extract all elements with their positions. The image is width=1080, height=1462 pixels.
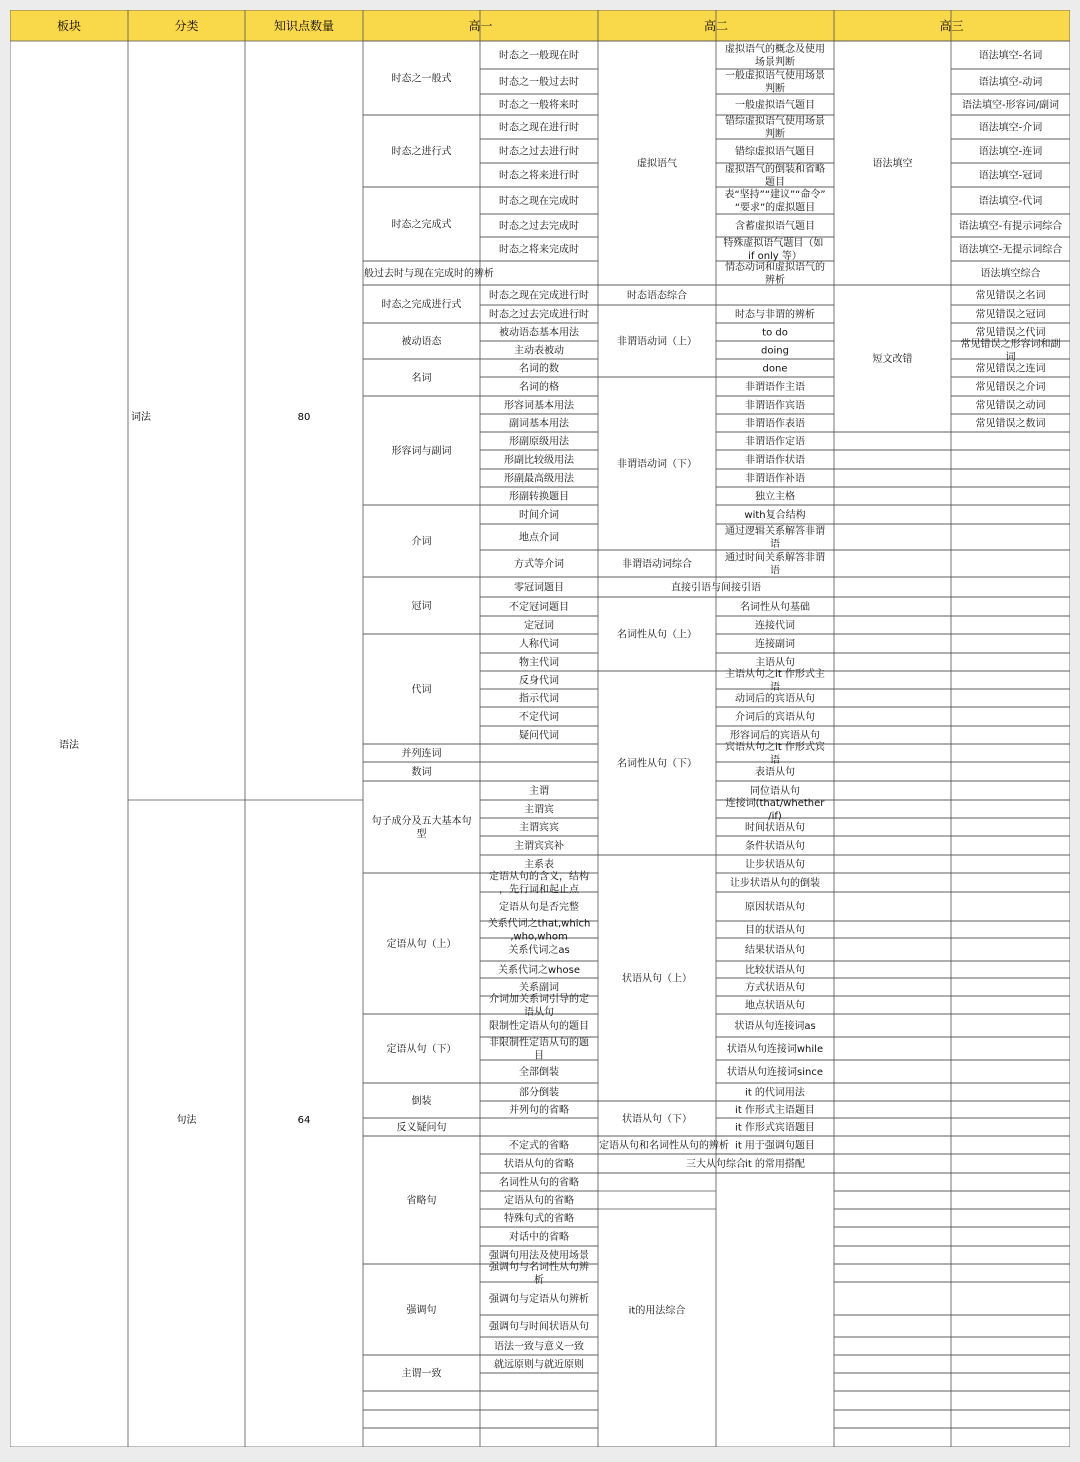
grade1-point-cell: 不定代词 [519, 712, 559, 723]
grade1-topic-cell: 省略句 [406, 1195, 437, 1207]
grade1-point-cell: 疑问代词 [519, 730, 559, 742]
grade1-topic-cell: 句子成分及五大基本句型 [371, 816, 472, 840]
grade1-point-cell: 名词的格 [519, 382, 559, 393]
grade2-topic-cell: 状语从句（下） [622, 1114, 692, 1125]
grade1-topic-cell: 主谓一致 [401, 1368, 442, 1380]
grade2-point-cell: 通过时间关系解答非谓语 [725, 552, 825, 577]
grade1-point-cell: 特殊句式的省略 [504, 1213, 574, 1225]
grade2-point-cell: 错综虚拟语气题目 [735, 146, 815, 158]
grade1-point-cell: 强调句用法及使用场景 [489, 1250, 589, 1262]
bankuai-cell: 语法 [59, 740, 79, 751]
grade1-point-cell: 零冠词题目 [514, 582, 564, 594]
grade2-topic-cell: 虚拟语气 [637, 158, 677, 170]
grade3-point-cell: 语法填空-动词 [978, 77, 1043, 88]
header-fenlei: 分类 [174, 19, 199, 33]
grade3-point-cell: 语法填空-代词 [978, 196, 1043, 207]
grade1-point-cell: 对话中的省略 [509, 1232, 569, 1243]
header-grade-1: 高一 [468, 19, 493, 33]
grade2-point-cell: 表“坚持”“建议”“命令” “要求”的虚拟题目 [724, 189, 826, 214]
grade2-point-cell: 原因状语从句 [745, 902, 805, 913]
grade2-point-cell: 宾语从句之it 作形式宾语 [725, 742, 825, 766]
grade2-point-cell: 一般虚拟语气题目 [735, 100, 815, 111]
grade1-point-cell: 副词基本用法 [509, 418, 569, 430]
grade1-topic-cell: 定语从句（上） [386, 939, 457, 950]
header-background [10, 10, 1070, 41]
grade2-point-cell: 非谓语作补语 [745, 473, 805, 485]
grade1-point-cell: 时态之将来进行时 [499, 170, 579, 182]
grade2-point-cell: 让步状语从句 [745, 859, 805, 871]
grade2-point-cell: 特殊虚拟语气题目（如 if only 等） [723, 238, 827, 262]
grade3-point-cell: 常见错误之连词 [975, 363, 1046, 375]
grade2-point-cell: 非谓语作主语 [745, 382, 805, 393]
grade1-topic-cell: 数词 [411, 767, 432, 778]
grade1-point-cell: 状语从句的省略 [504, 1159, 574, 1170]
grade1-topic-cell: 倒装 [411, 1096, 432, 1107]
grade3-point-cell: 常见错误之介词 [975, 382, 1046, 393]
header-grade-3: 高三 [939, 19, 964, 33]
grade1-point-cell: 反身代词 [519, 675, 559, 687]
grade1-point-cell: 非限制性定语从句的题目 [489, 1037, 589, 1062]
grade2-point-cell: 连接副词 [755, 639, 795, 650]
grade3-topic-cell: 语法填空 [872, 158, 913, 170]
grade1-topic-cell: 定语从句（下） [386, 1044, 457, 1055]
grade1-point-cell: 关系代词之as [508, 945, 570, 956]
grade1-point-cell: 时间介词 [519, 510, 559, 521]
grade1-topic-cell: 名词 [411, 373, 432, 384]
grade3-point-cell: 语法填空-形容词/副词 [962, 100, 1059, 111]
grade1-point-cell: 强调句与名词性从句辨析 [489, 1262, 589, 1286]
grade1-point-cell: 并列句的省略 [509, 1105, 569, 1116]
grade2-point-cell: it 的常用搭配 [745, 1159, 805, 1170]
grade2-point-cell: 结果状语从句 [745, 945, 805, 956]
grade2-point-cell: 表语从句 [755, 767, 795, 778]
grade1-point-cell: 时态之现在完成时 [499, 196, 579, 207]
grade2-point-cell: it 用于强调句题目 [735, 1140, 815, 1152]
grade1-point-cell: 形副转换题目 [509, 491, 569, 503]
curriculum-table [10, 10, 1070, 1447]
grade2-point-cell: 含蓄虚拟语气题目 [735, 221, 815, 232]
grade2-point-cell: 错综虚拟语气使用场景判断 [725, 116, 825, 140]
grade2-topic-cell: 非谓语动词综合 [622, 559, 692, 570]
grade2-point-cell: 主语从句之it 作形式主语 [725, 669, 825, 693]
grade2-point-cell: 比较状语从句 [745, 965, 805, 976]
grade1-point-cell: 不定式的省略 [509, 1140, 569, 1152]
grade1-point-cell: 主谓宾宾补 [514, 841, 564, 852]
table-cells [364, 42, 1062, 1380]
grade1-point-cell: 主谓宾 [524, 804, 554, 816]
grade2-point-cell: 状语从句连接词while [726, 1044, 824, 1055]
grade1-point-cell: 主谓 [529, 786, 549, 797]
grade1-point-cell: 限制性定语从句的题目 [489, 1021, 589, 1032]
grade1-topic-cell: 时态之完成式 [391, 219, 452, 231]
grade2-point-cell: 独立主格 [755, 491, 795, 503]
grade1-topic-cell: 强调句 [406, 1305, 437, 1316]
grade1-topic-cell: 般过去时与现在完成时的辨析 [364, 268, 494, 280]
grade1-topic-cell: 介词 [411, 536, 432, 548]
grade3-point-cell: 语法填空-无提示词综合 [958, 244, 1063, 256]
grade1-point-cell: 全部倒装 [519, 1067, 559, 1078]
grade1-point-cell: 部分倒装 [519, 1087, 559, 1099]
count-cell: 80 [297, 412, 311, 423]
grade2-point-cell: 状语从句连接词since [727, 1067, 823, 1078]
grade1-point-cell: 语法一致与意义一致 [494, 1341, 584, 1353]
grade2-point-cell: 介词后的宾语从句 [735, 712, 815, 723]
grade2-topic-cell: 定语从句和名词性从句的辨析 [599, 1140, 729, 1152]
grade2-point-cell: done [762, 363, 788, 375]
grade1-point-cell: 关系代词之that,which ,who,whom [487, 918, 591, 943]
grade2-point-cell: 方式状语从句 [745, 982, 805, 994]
grade2-topic-cell: 名词性从句（上） [617, 629, 697, 641]
header-bankuai: 板块 [56, 19, 82, 33]
grade2-point-cell: 主语从句 [755, 657, 795, 669]
category-cell: 句法 [176, 1115, 197, 1126]
grade1-point-cell: 形副原级用法 [509, 436, 569, 448]
grade2-point-cell: 非谓语作状语 [745, 455, 805, 466]
grade1-point-cell: 时态之过去完成时 [499, 221, 579, 232]
grade1-point-cell: 强调句与时间状语从句 [489, 1321, 589, 1333]
grade1-point-cell: 形容词基本用法 [504, 400, 574, 412]
grade1-topic-cell: 被动语态 [401, 336, 442, 348]
grade3-point-cell: 语法填空-冠词 [978, 170, 1043, 182]
grade1-topic-cell: 反义疑问句 [396, 1122, 447, 1134]
grade2-point-cell: 动词后的宾语从句 [735, 693, 815, 705]
grade1-point-cell: 主谓宾宾 [519, 822, 559, 834]
grade2-topic-cell: it的用法综合 [628, 1305, 686, 1317]
grade2-point-cell: 状语从句连接词as [734, 1021, 816, 1032]
grade3-point-cell: 语法填空-名词 [978, 50, 1043, 62]
grade2-point-cell: 地点状语从句 [745, 1000, 805, 1012]
grade2-topic-cell: 非谓语动词（下） [617, 459, 697, 470]
grade1-point-cell: 物主代词 [519, 657, 559, 669]
grade2-point-cell: 时态与非谓的辨析 [735, 309, 815, 321]
grade2-point-cell: 非谓语作定语 [745, 436, 805, 448]
grade2-topic-cell: 名词性从句（下） [617, 758, 697, 770]
grade1-point-cell: 时态之过去进行时 [499, 146, 579, 158]
grade2-topic-cell: 状语从句（上） [622, 973, 692, 985]
grade1-point-cell: 定语从句的省略 [504, 1195, 574, 1207]
grade1-point-cell: 时态之一般过去时 [499, 77, 579, 88]
grade2-point-cell: it 作形式宾语题目 [735, 1122, 815, 1134]
grade3-point-cell: 常见错误之形容词和副词 [960, 339, 1061, 363]
grade2-point-cell: 一般虚拟语气使用场景判断 [725, 70, 825, 95]
grade1-point-cell: 人称代词 [519, 639, 559, 650]
grade3-point-cell: 语法填空综合 [980, 268, 1041, 280]
grade3-point-cell: 常见错误之动词 [975, 400, 1046, 412]
grade1-topic-cell: 时态之进行式 [391, 146, 452, 158]
grade3-point-cell: 语法填空-连词 [978, 146, 1043, 158]
grade2-point-cell: 情态动词和虚拟语气的辨析 [725, 262, 825, 286]
grade2-topic-cell: 时态语态综合 [627, 290, 687, 302]
grade1-point-cell: 时态之现在进行时 [499, 122, 579, 134]
grade1-point-cell: 指示代词 [519, 693, 559, 705]
grade3-point-cell: 常见错误之冠词 [975, 309, 1046, 321]
grade2-point-cell: to do [762, 327, 788, 339]
grade1-point-cell: 名词的数 [519, 363, 559, 375]
grade2-point-cell: 连接词(that/whether /if) [725, 798, 825, 822]
table-svg [10, 10, 1070, 1447]
grade1-topic-cell: 形容词与副词 [391, 446, 452, 457]
grade1-topic-cell: 时态之完成进行式 [381, 299, 462, 311]
grade1-point-cell: 不定冠词题目 [509, 602, 569, 613]
grade2-point-cell: 形容词后的宾语从句 [730, 730, 820, 742]
grade1-point-cell: 主动表被动 [514, 345, 564, 357]
grade1-point-cell: 被动语态基本用法 [499, 327, 579, 339]
grade3-topic-cell: 短文改错 [872, 354, 913, 365]
grade2-point-cell: 目的状语从句 [745, 925, 805, 936]
header-count: 知识点数量 [273, 19, 335, 33]
grade2-point-cell: 非谓语作表语 [745, 418, 805, 430]
grade1-point-cell: 介词加关系词引导的定语从句 [489, 994, 589, 1018]
grade2-point-cell: 时间状语从句 [745, 822, 805, 834]
grade1-point-cell: 定语从句是否完整 [499, 902, 579, 913]
grade1-point-cell: 时态之现在完成进行时 [489, 290, 589, 302]
grade3-point-cell: 语法填空-有提示词综合 [958, 221, 1063, 232]
grade1-topic-cell: 时态之一般式 [391, 73, 452, 85]
header-grade-2: 高二 [703, 19, 729, 33]
grade2-point-cell: 名词性从句基础 [740, 602, 810, 613]
grade1-point-cell: 方式等介词 [514, 559, 564, 570]
grade3-point-cell: 常见错误之代词 [975, 327, 1046, 339]
grade1-point-cell: 时态之将来完成时 [499, 244, 579, 256]
grade2-point-cell: 条件状语从句 [745, 841, 805, 852]
grade1-topic-cell: 代词 [411, 684, 432, 696]
grade1-point-cell: 定冠词 [524, 620, 554, 632]
grade2-point-cell: with复合结构 [744, 510, 806, 521]
grade2-point-cell: it 作形式主语题目 [735, 1105, 815, 1116]
grade2-point-cell: 同位语从句 [750, 786, 800, 797]
grade2-topic-cell: 直接引语与间接引语 [671, 582, 761, 594]
count-cell: 64 [297, 1115, 311, 1126]
grade1-point-cell: 形副比较级用法 [504, 455, 574, 466]
grade2-topic-cell: 非谓语动词（上） [617, 336, 697, 348]
grade3-point-cell: 语法填空-介词 [978, 122, 1043, 134]
grade2-point-cell: 让步状语从句的倒装 [730, 878, 820, 889]
grade2-point-cell: 通过逻辑关系解答非谓语 [725, 526, 825, 550]
grade1-point-cell: 就远原则与就近原则 [494, 1359, 584, 1371]
grade3-point-cell: 常见错误之名词 [975, 290, 1046, 302]
grade2-point-cell: doing [761, 345, 789, 357]
grade2-topic-cell: 三大从句综合 [686, 1159, 746, 1170]
grade1-point-cell: 定语从句的含义，结构，先行词和起止点 [489, 871, 589, 896]
grade2-point-cell: 虚拟语气的概念及使用场景判断 [725, 44, 825, 68]
grade1-point-cell: 名词性从句的省略 [499, 1177, 579, 1189]
grade2-point-cell: 连接代词 [755, 620, 795, 632]
grade1-topic-cell: 并列连词 [401, 748, 442, 760]
grade1-point-cell: 关系副词 [519, 982, 559, 994]
grade3-point-cell: 常见错误之数词 [975, 418, 1046, 430]
grade1-point-cell: 时态之过去完成进行时 [489, 309, 589, 321]
grade2-point-cell: 非谓语作宾语 [745, 400, 805, 412]
category-cell: 词法 [131, 412, 151, 423]
grade1-topic-cell: 冠词 [411, 601, 432, 612]
grade1-point-cell: 强调句与定语从句辨析 [489, 1294, 589, 1305]
grade1-point-cell: 时态之一般将来时 [499, 100, 579, 111]
grade1-point-cell: 时态之一般现在时 [499, 50, 579, 62]
grade1-point-cell: 形副最高级用法 [504, 473, 574, 485]
grade1-point-cell: 地点介词 [519, 532, 559, 544]
grade1-point-cell: 关系代词之whose [498, 965, 580, 976]
grade1-point-cell: 主系表 [524, 859, 554, 871]
grade2-point-cell: 虚拟语气的倒装和省略题目 [725, 164, 825, 188]
grade2-point-cell: it 的代词用法 [745, 1087, 805, 1099]
